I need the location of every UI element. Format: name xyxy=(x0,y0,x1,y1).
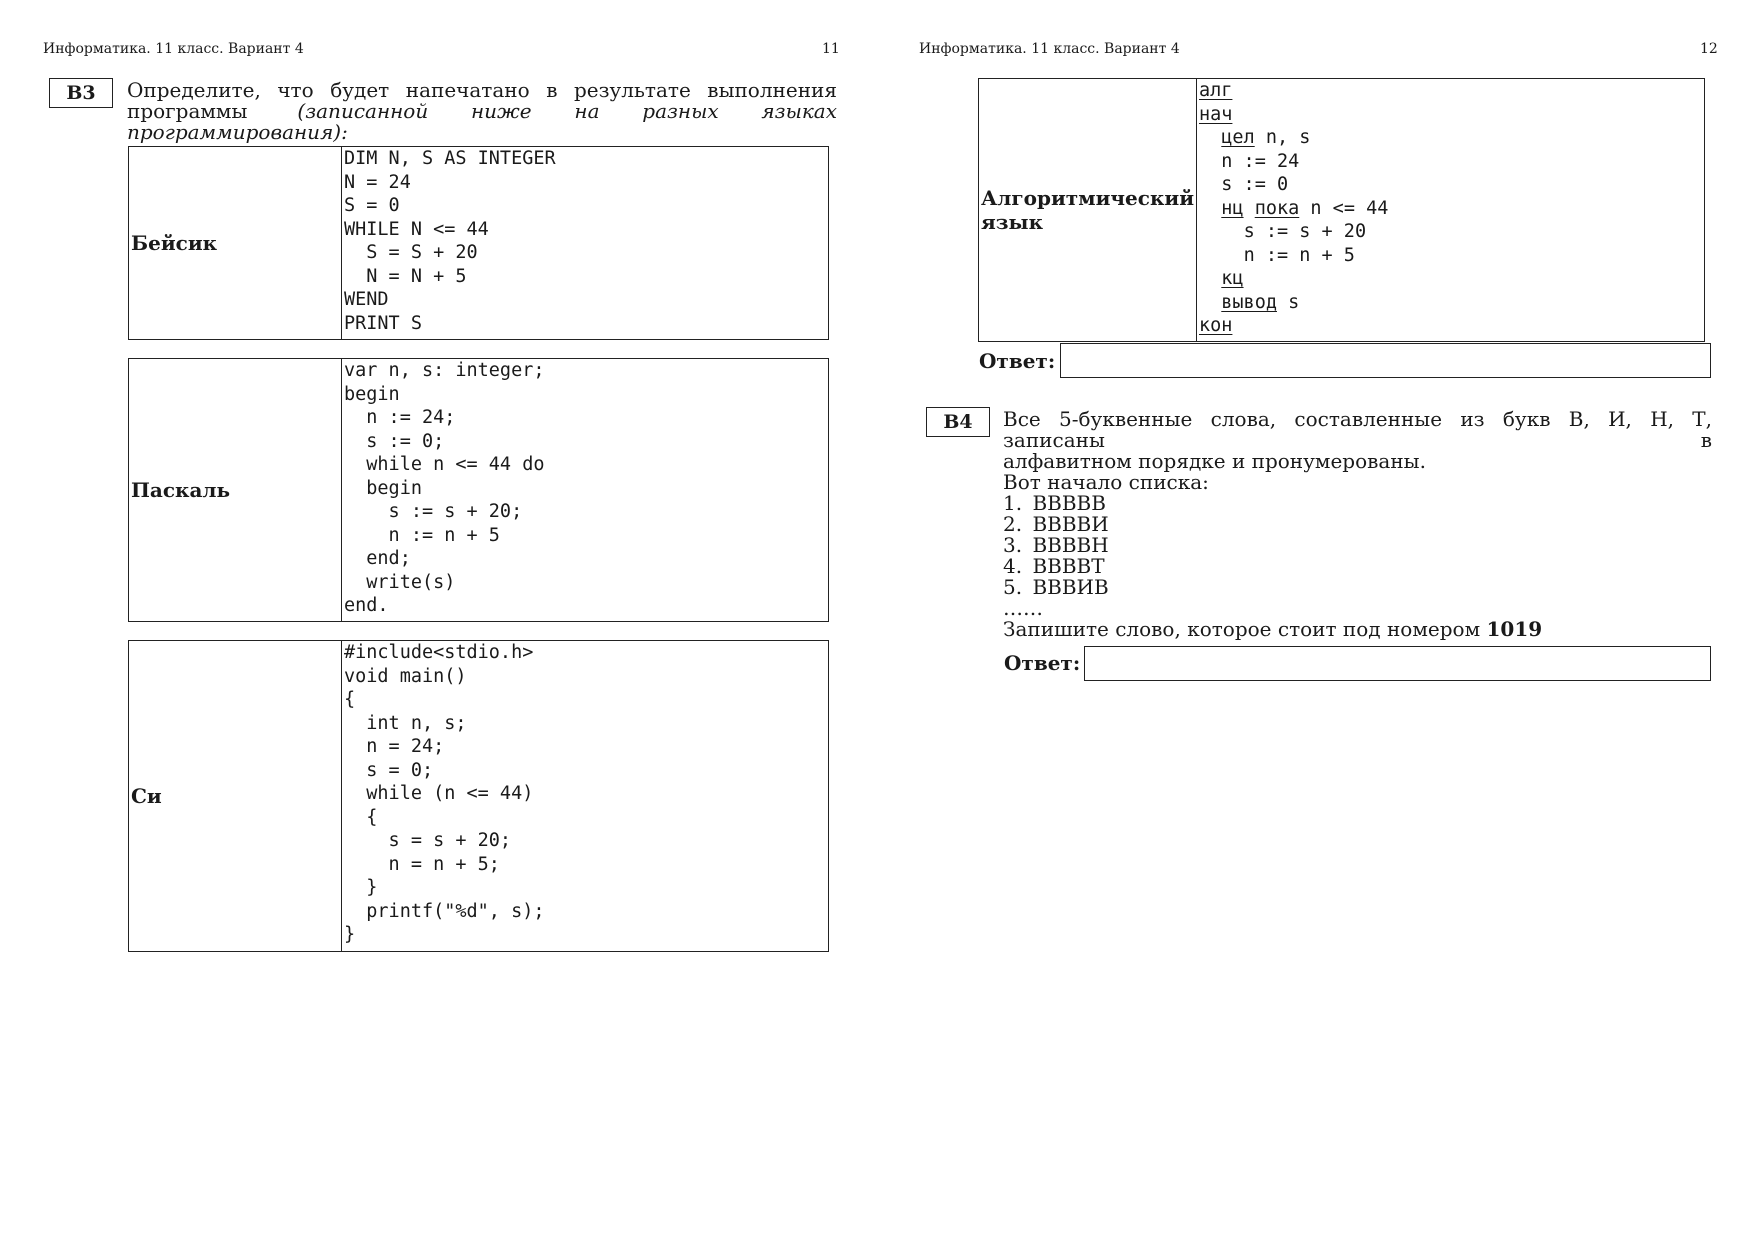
code-fragment: n, s xyxy=(1254,127,1311,148)
code-line: S = S + 20 xyxy=(344,242,478,263)
task-label-b4: B4 xyxy=(926,407,990,437)
code-line xyxy=(1199,220,1704,244)
code-line: n = 24; xyxy=(344,736,445,757)
code-line: int n, s; xyxy=(344,712,467,734)
code-line: n = n + 5; xyxy=(344,853,500,875)
task-b4-line3: Вот начало списка: xyxy=(1003,470,1209,494)
code-line: while (n <= 44) xyxy=(344,783,534,804)
code-block-c xyxy=(342,641,829,952)
task-b3-intro-line2 xyxy=(127,101,837,122)
page-number-left: 11 xyxy=(822,41,840,57)
code-line: n := n + 5 xyxy=(344,524,500,546)
list-item: 1. ВВВВВ xyxy=(1003,491,1106,515)
code-table-c xyxy=(128,640,829,952)
task-label-b3: B3 xyxy=(49,78,113,108)
answer-field-b3[interactable] xyxy=(1060,343,1711,378)
list-item: 3. ВВВВН xyxy=(1003,533,1109,557)
language-label-algo-line1: Алгоритмический xyxy=(981,186,1195,210)
answer-field-b4[interactable] xyxy=(1084,646,1711,681)
code-line: { xyxy=(344,689,356,710)
code-line xyxy=(1199,173,1704,197)
task-b4-line1: Все 5-буквенные слова, составленные из букв В, И, Н, Т, записаны в xyxy=(1003,407,1712,452)
language-label-c: Си xyxy=(129,641,342,952)
code-fragment: s xyxy=(1276,291,1300,313)
keyword-nc: нц xyxy=(1221,197,1244,219)
code-line: S = 0 xyxy=(344,195,400,216)
code-line: WHILE N <= 44 xyxy=(344,218,489,240)
list-ellipsis: …… xyxy=(1003,596,1043,620)
list-item: 4. ВВВВТ xyxy=(1003,554,1105,578)
code-line: n := 24; xyxy=(344,407,456,428)
code-line: #include<stdio.h> xyxy=(344,642,534,663)
code-line xyxy=(1199,150,1704,174)
page-number-right: 12 xyxy=(1700,41,1718,57)
code-fragment: s := s + 20 xyxy=(1243,221,1367,242)
code-line: PRINT S xyxy=(344,312,422,334)
code-line xyxy=(1199,126,1704,150)
code-fragment: s := 0 xyxy=(1221,174,1289,195)
code-line xyxy=(1199,314,1704,338)
code-line: while n <= 44 do xyxy=(344,454,545,475)
code-line xyxy=(1199,197,1704,221)
code-line: DIM N, S AS INTEGER xyxy=(344,148,556,169)
task-b4-question-number: 1019 xyxy=(1486,617,1543,641)
code-line: WEND xyxy=(344,289,389,310)
code-line: } xyxy=(344,924,356,945)
code-fragment: n := n + 5 xyxy=(1243,244,1355,266)
task-b4-line2: алфавитном порядке и пронумерованы. xyxy=(1003,449,1426,473)
code-line: s := 0; xyxy=(344,430,445,452)
task-b3-intro-line2-start: программы xyxy=(127,99,248,123)
code-line xyxy=(1199,267,1704,291)
code-line: } xyxy=(344,877,378,898)
code-block-basic xyxy=(342,147,829,340)
code-block-algo xyxy=(1197,79,1705,342)
word-list xyxy=(1003,493,1712,598)
code-block-pascal xyxy=(342,359,829,622)
answer-label-b4: Ответ: xyxy=(1004,651,1081,675)
keyword-vyvod: вывод xyxy=(1221,291,1277,313)
answer-label-b3: Ответ: xyxy=(979,349,1056,373)
code-line: begin xyxy=(344,477,422,499)
code-line: s = 0; xyxy=(344,759,434,781)
keyword-poka: пока xyxy=(1254,197,1300,219)
code-line: printf("%d", s); xyxy=(344,900,545,922)
language-label-pascal: Паскаль xyxy=(129,359,342,622)
task-b3-intro-line1: Определите, что будет напечатано в результате выполнения xyxy=(127,78,837,102)
code-line xyxy=(1199,244,1704,268)
code-line: end. xyxy=(344,595,389,616)
code-line: s = s + 20; xyxy=(344,830,512,851)
keyword-nach: нач xyxy=(1199,103,1233,125)
task-b3-intro xyxy=(127,80,837,143)
code-table-algo xyxy=(978,78,1705,342)
code-line xyxy=(1199,103,1704,127)
keyword-kon: кон xyxy=(1199,315,1233,336)
task-b4-text xyxy=(1003,409,1712,640)
task-b4-question-text: Запишите слово, которое стоит под номером xyxy=(1003,617,1487,641)
keyword-alg: алг xyxy=(1199,80,1233,101)
code-fragment: n <= 44 xyxy=(1299,197,1389,219)
list-item: 5. ВВВИВ xyxy=(1003,575,1109,599)
code-line: N = 24 xyxy=(344,171,411,193)
list-item: 2. ВВВВИ xyxy=(1003,512,1109,536)
code-line: void main() xyxy=(344,665,467,687)
task-b3-intro-line2-italic: (записанной ниже на разных языках xyxy=(297,99,837,123)
task-b3-intro-line3: программирования): xyxy=(127,120,348,144)
code-line: s := s + 20; xyxy=(344,501,523,522)
code-line: write(s) xyxy=(344,571,456,593)
code-table-basic xyxy=(128,146,829,340)
code-table-pascal xyxy=(128,358,829,622)
code-fragment: n := 24 xyxy=(1221,150,1300,172)
code-line: begin xyxy=(344,383,400,405)
language-label-algo-line2: язык xyxy=(981,210,1044,234)
keyword-kc: кц xyxy=(1221,268,1244,289)
code-line: N = N + 5 xyxy=(344,265,467,287)
code-line: { xyxy=(344,806,378,828)
code-line xyxy=(1199,291,1704,315)
code-line: end; xyxy=(344,548,411,569)
language-label-basic: Бейсик xyxy=(129,147,342,340)
code-line: var n, s: integer; xyxy=(344,360,545,381)
header-title-left: Информатика. 11 класс. Вариант 4 xyxy=(43,41,304,57)
task-b4-question xyxy=(1003,619,1712,640)
keyword-cel: цел xyxy=(1221,127,1255,148)
code-line xyxy=(1199,79,1704,103)
language-label-algo xyxy=(979,79,1197,342)
header-title-right: Информатика. 11 класс. Вариант 4 xyxy=(919,41,1180,57)
